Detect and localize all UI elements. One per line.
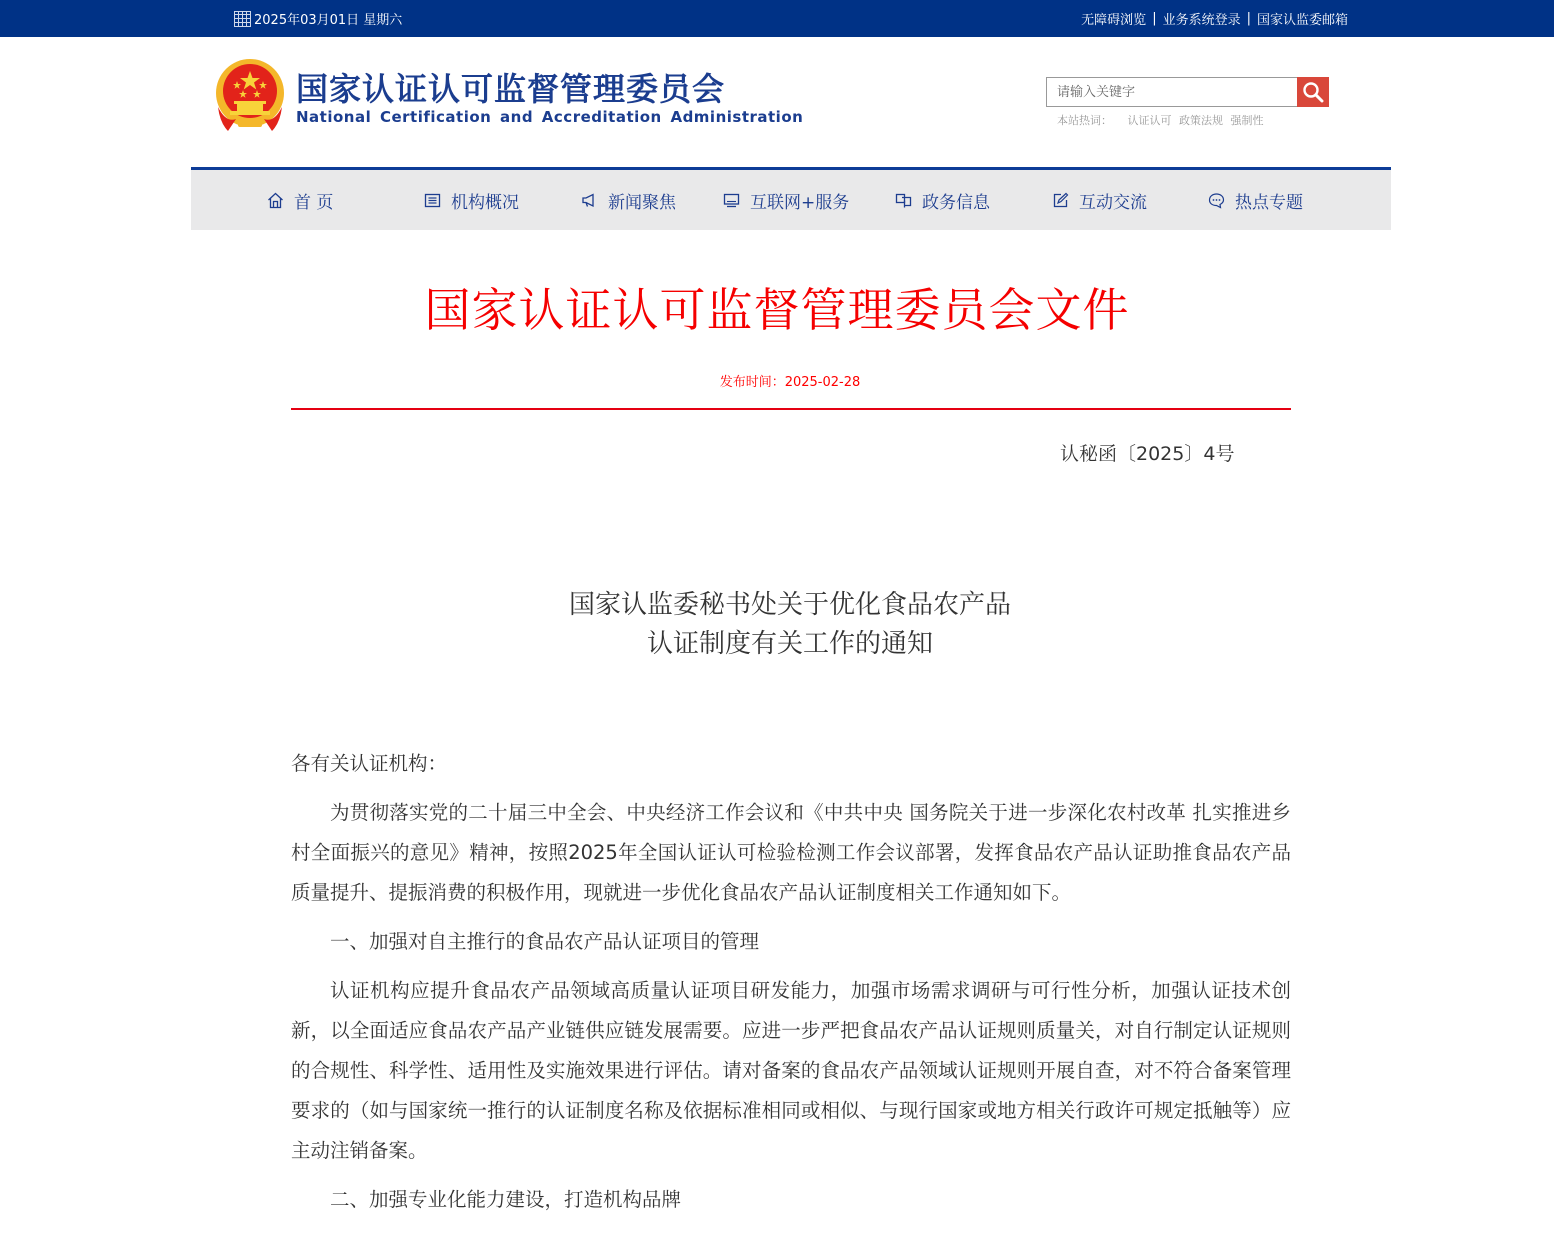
monitor-icon	[723, 192, 740, 209]
nav-label: 热点专题	[1235, 192, 1303, 213]
section-heading: 一、加强对自主推行的食品农产品认证项目的管理	[330, 930, 760, 953]
nav-label: 互联网+服务	[750, 192, 850, 213]
document-icon	[895, 192, 912, 209]
date-text: 2025年03月01日 星期六	[254, 13, 403, 28]
nav-label: 政务信息	[922, 192, 990, 213]
hot-words-label: 本站热词：	[1057, 114, 1112, 127]
nav-item-internet-services[interactable]	[723, 170, 849, 230]
hot-word-link[interactable]: 政策法规	[1179, 114, 1223, 127]
hot-word-link[interactable]: 强制性	[1230, 114, 1264, 127]
current-date	[234, 9, 402, 28]
mailbox-link[interactable]: 国家认监委邮箱	[1256, 13, 1348, 28]
national-emblem-logo[interactable]	[214, 57, 286, 133]
nav-item-government-info[interactable]	[895, 170, 990, 230]
hot-word-link[interactable]: 认证认可	[1127, 114, 1172, 127]
nav-item-special-topics[interactable]	[1208, 170, 1303, 230]
red-divider	[291, 408, 1291, 410]
body-paragraph: 为贯彻落实党的二十届三中全会、中央经济工作会议和《中共中央 国务院关于进一步深化农村改革 扎实推进乡村全面振兴的意见》精神，按照2025年全国认证认可检验检测工作会议部署，发挥食品农产品认证助推食品农产品质量提升、提振消费的积极作用，现就进一步优化食品农产品认证制度相关工作通知如下。	[291, 801, 1291, 904]
nav-item-news[interactable]	[581, 170, 676, 230]
nav-label: 互动交流	[1079, 192, 1147, 213]
divider: |	[1246, 11, 1251, 26]
search-input[interactable]	[1046, 77, 1297, 107]
search-button[interactable]	[1297, 77, 1329, 107]
section-heading: 二、加强专业化能力建设，打造机构品牌	[330, 1188, 682, 1211]
hot-words	[1057, 112, 1268, 128]
nav-label: 首 页	[294, 192, 334, 213]
search-box	[1046, 77, 1329, 107]
site-title-chinese[interactable]: 国家认证认可监督管理委员会	[296, 70, 726, 108]
divider: |	[1152, 11, 1157, 26]
notice-title-line: 国家认监委秘书处关于优化食品农产品	[568, 590, 1011, 620]
accessibility-link[interactable]: 无障碍浏览	[1081, 13, 1147, 28]
body-paragraph: 认证机构应提升食品农产品领域高质量认证项目研发能力，加强市场需求调研与可行性分析，加强认证技术创新，以全面适应食品农产品产业链供应链发展需要。应进一步严把食品农产品认证规则质量关，对自行制定认证规则的合规性、科学性、适用性及实施效果进行评估。请对备案的食品农产品领域认证规则开展自查，对不符合备案管理要求的（如与国家统一推行的认证制度名称及依据标准相同或相似、与现行国家或地方相关行政许可规定抵触等）应主动注销备案。	[291, 979, 1291, 1162]
top-bar	[0, 0, 1554, 37]
document-number: 认秘函〔2025〕4号	[1060, 443, 1235, 465]
document-heading: 国家认证认可监督管理委员会文件	[424, 283, 1130, 337]
nav-label: 机构概况	[451, 192, 519, 213]
business-login-link[interactable]: 业务系统登录	[1162, 13, 1241, 28]
calendar-icon	[234, 11, 251, 27]
home-icon	[267, 192, 284, 209]
nav-item-about[interactable]	[424, 170, 519, 230]
salutation: 各有关认证机构：	[291, 752, 448, 775]
publish-date: 发布时间：2025-02-28	[719, 375, 861, 390]
notice-title-line: 认证制度有关工作的通知	[646, 629, 933, 659]
list-icon	[424, 192, 441, 209]
document-body	[291, 744, 1291, 1229]
top-links	[1081, 9, 1348, 28]
notice-title	[0, 586, 1554, 664]
megaphone-icon	[581, 192, 598, 209]
site-title-english[interactable]: National Certification and Accreditation Administration	[296, 108, 804, 126]
main-nav	[191, 167, 1391, 230]
nav-item-interaction[interactable]	[1052, 170, 1147, 230]
nav-label: 新闻聚焦	[608, 192, 676, 213]
search-icon	[1302, 81, 1324, 103]
nav-item-home[interactable]	[267, 170, 333, 230]
edit-icon	[1052, 192, 1069, 209]
chat-icon	[1208, 192, 1225, 209]
